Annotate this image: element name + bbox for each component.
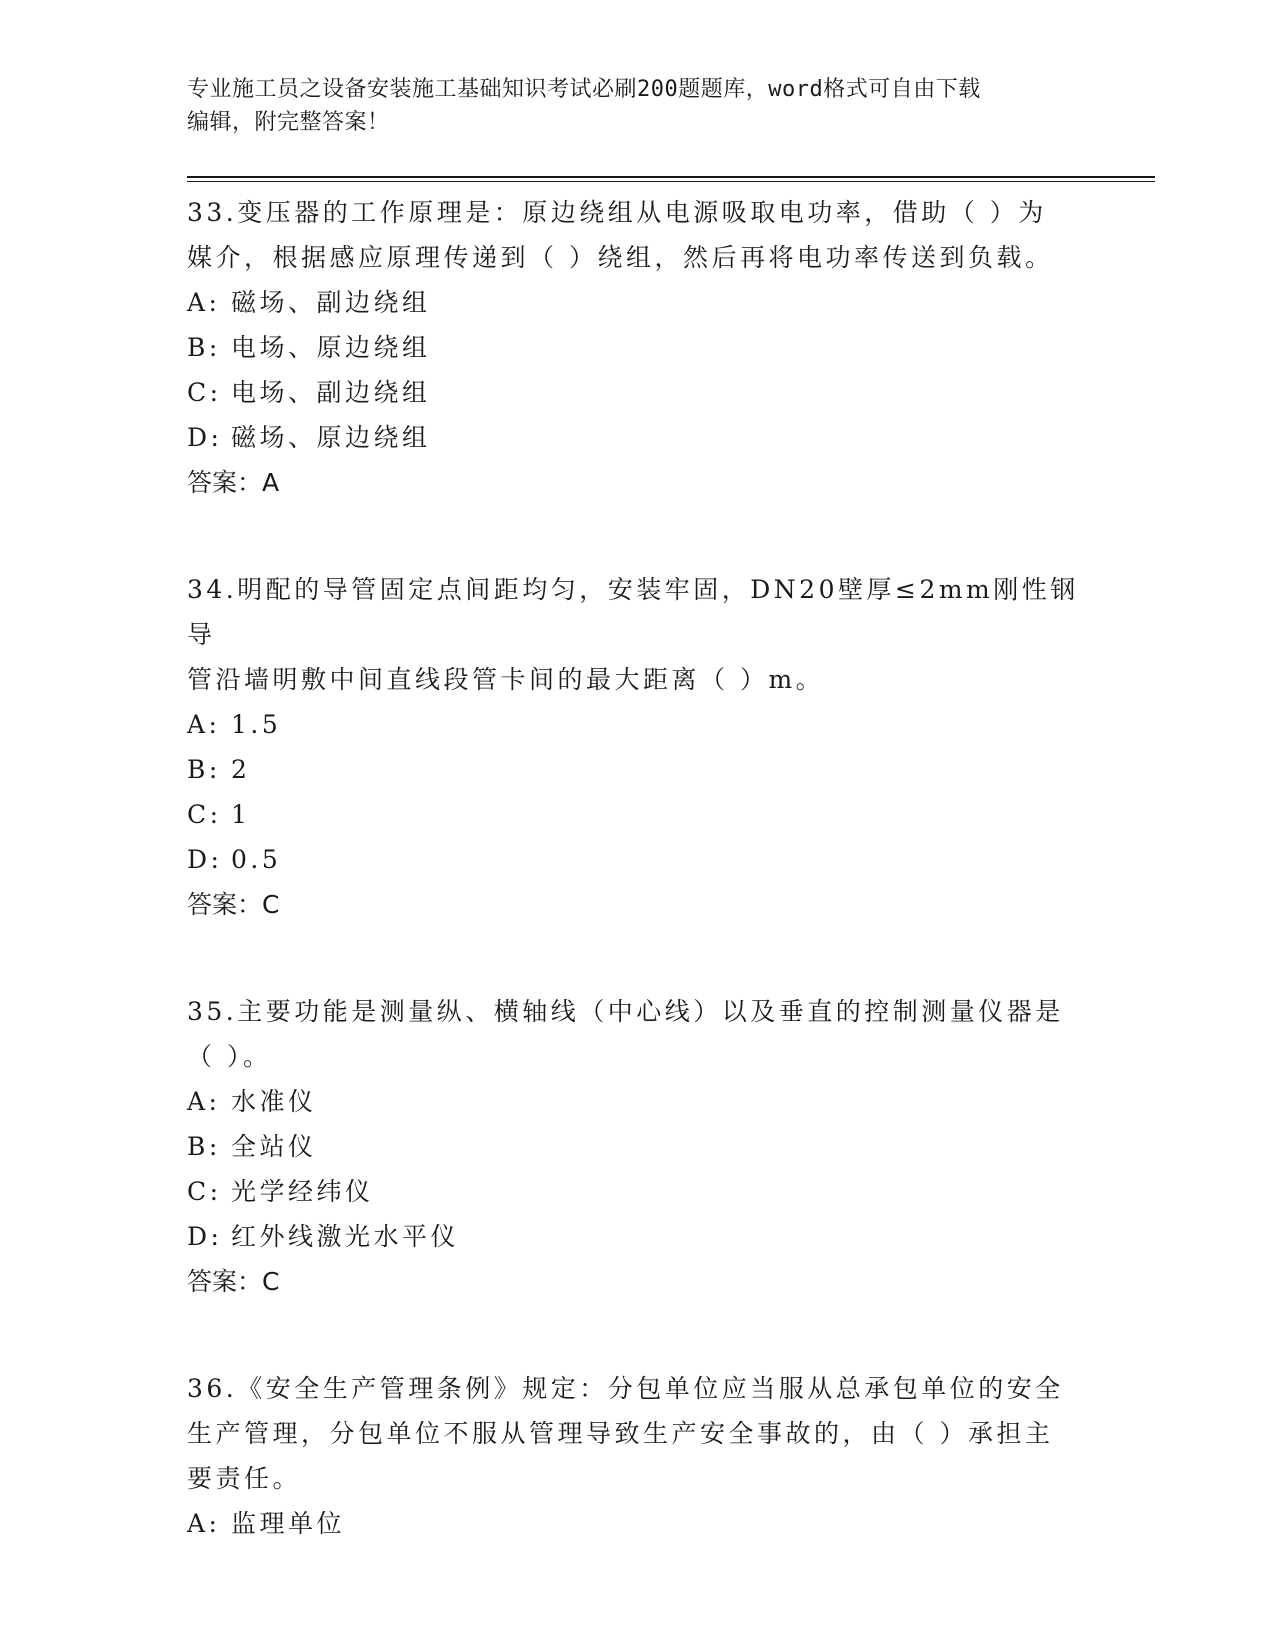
option-a xyxy=(187,702,1087,747)
option-letter: B: xyxy=(187,755,221,784)
option-b xyxy=(187,747,1087,792)
option-d xyxy=(187,837,1087,882)
answer-label: 答案：C xyxy=(187,890,280,919)
question-list xyxy=(187,190,1087,1608)
option-text: 电场、副边绕组 xyxy=(231,378,431,407)
option-letter: C: xyxy=(187,800,222,829)
option-b xyxy=(187,1124,1087,1169)
question-text-line: （ ）。 xyxy=(187,1042,272,1071)
document-header xyxy=(187,73,1087,139)
question-text-line: 36.《安全生产管理条例》规定：分包单位应当服从总承包单位的安全 xyxy=(187,1374,1064,1403)
option-c xyxy=(187,1169,1087,1214)
question-text-line: 33.变压器的工作原理是：原边绕组从电源吸取电功率，借助（ ）为 xyxy=(187,198,1047,227)
question-35 xyxy=(187,989,1087,1304)
option-text: 0.5 xyxy=(231,845,282,874)
option-letter: A: xyxy=(187,1509,221,1538)
option-text: 红外线激光水平仪 xyxy=(231,1222,460,1251)
option-b xyxy=(187,325,1087,370)
question-text-line: 生产管理，分包单位不服从管理导致生产安全事故的，由（ ）承担主 xyxy=(187,1419,1054,1448)
option-c xyxy=(187,370,1087,415)
answer-label: 答案：A xyxy=(187,468,280,497)
header-divider-thick xyxy=(187,176,1155,178)
option-text: 1.5 xyxy=(231,710,282,739)
question-text-line: 要责任。 xyxy=(187,1464,302,1493)
option-letter: D: xyxy=(187,1222,223,1251)
answer-label: 答案：C xyxy=(187,1267,280,1296)
option-d xyxy=(187,1214,1087,1259)
option-text: 光学经纬仪 xyxy=(231,1177,374,1206)
option-text: 监理单位 xyxy=(231,1509,346,1538)
question-text-line: 34.明配的导管固定点间距均匀，安装牢固，DN20壁厚≤2mm刚性钢导 xyxy=(187,575,1079,649)
option-letter: A: xyxy=(187,710,221,739)
option-letter: A: xyxy=(187,288,221,317)
option-letter: C: xyxy=(187,378,222,407)
option-text: 磁场、副边绕组 xyxy=(231,288,431,317)
question-text-line: 媒介，根据感应原理传递到（ ）绕组，然后再将电功率传送到负载。 xyxy=(187,243,1054,272)
question-36 xyxy=(187,1366,1087,1546)
option-letter: D: xyxy=(187,845,223,874)
option-letter: B: xyxy=(187,1132,221,1161)
option-d xyxy=(187,415,1087,460)
question-33 xyxy=(187,190,1087,505)
question-text-line: 35.主要功能是测量纵、横轴线（中心线）以及垂直的控制测量仪器是 xyxy=(187,997,1064,1026)
option-text: 电场、原边绕组 xyxy=(231,333,431,362)
option-letter: B: xyxy=(187,333,221,362)
option-c xyxy=(187,792,1087,837)
option-letter: A: xyxy=(187,1087,221,1116)
option-text: 磁场、原边绕组 xyxy=(231,423,431,452)
header-line-2: 编辑，附完整答案！ xyxy=(187,110,390,135)
header-divider-thin xyxy=(187,181,1155,182)
header-line-1: 专业施工员之设备安装施工基础知识考试必刷200题题库，word格式可自由下载 xyxy=(187,77,981,102)
option-text: 1 xyxy=(231,800,251,829)
question-text-line: 管沿墙明敷中间直线段管卡间的最大距离（ ）m。 xyxy=(187,665,825,694)
question-34 xyxy=(187,567,1087,927)
option-a xyxy=(187,280,1087,325)
option-a xyxy=(187,1501,1087,1546)
option-text: 2 xyxy=(231,755,251,784)
option-text: 全站仪 xyxy=(231,1132,317,1161)
option-letter: D: xyxy=(187,423,223,452)
option-letter: C: xyxy=(187,1177,222,1206)
option-text: 水准仪 xyxy=(231,1087,317,1116)
option-a xyxy=(187,1079,1087,1124)
